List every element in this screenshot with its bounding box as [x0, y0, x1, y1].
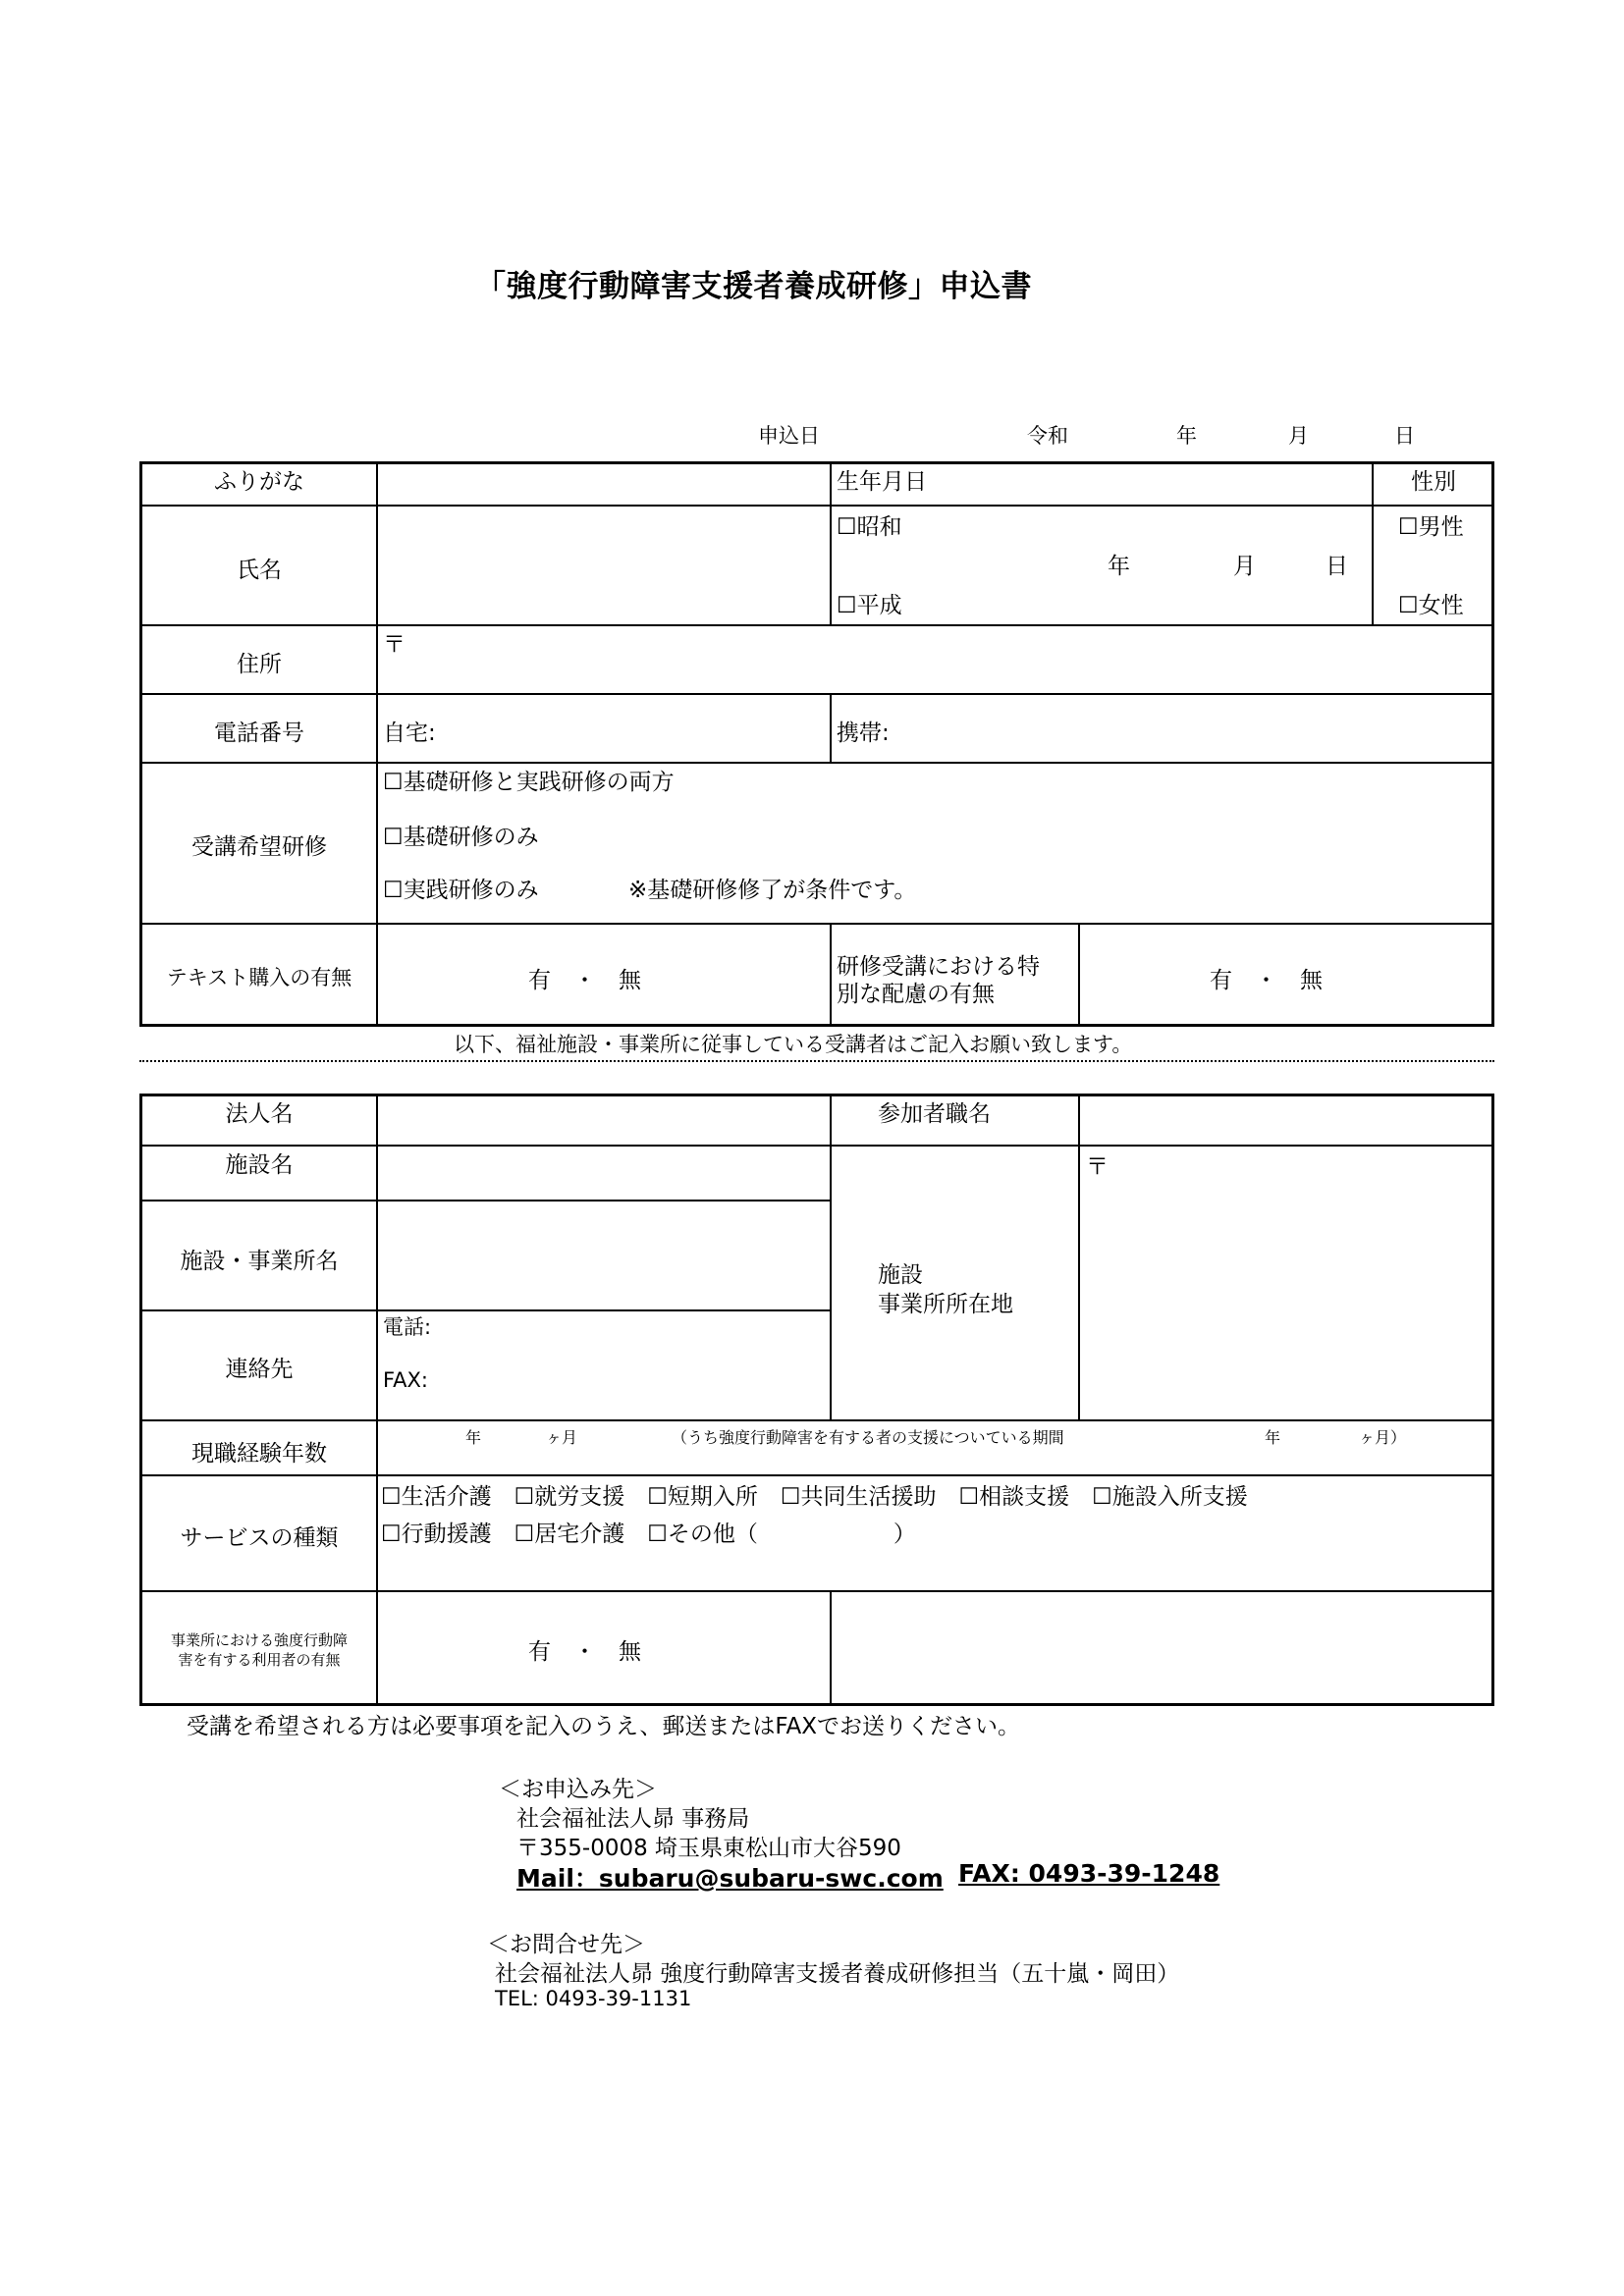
apply-org: 社会福祉法人昴 事務局	[516, 1806, 750, 1832]
course-option-both[interactable]: ☐基礎研修と実践研修の両方	[383, 770, 675, 795]
birth-year-label: 年	[1108, 554, 1130, 579]
address-postal-mark: 〒	[383, 632, 406, 658]
contact-tel-field[interactable]: 電話:	[383, 1315, 432, 1339]
experience-month-label: ヶ月	[546, 1428, 578, 1447]
application-date-label: 申込日	[758, 424, 820, 448]
facility-name-input[interactable]	[378, 1147, 828, 1198]
special-care-label-line1: 研修受講における特	[837, 954, 1040, 980]
address-input[interactable]	[412, 628, 1488, 691]
era-heisei-checkbox[interactable]: ☐平成	[837, 593, 902, 618]
furigana-label: ふりがな	[214, 469, 304, 495]
mobile-phone-field[interactable]: 携帯:	[837, 721, 890, 746]
application-date-year: 年	[1176, 424, 1197, 448]
location-postal-mark: 〒	[1086, 1154, 1109, 1180]
name-input[interactable]	[378, 507, 828, 622]
application-date-month: 月	[1288, 424, 1309, 448]
users-label-line1: 事業所における強度行動障	[170, 1631, 348, 1649]
contact-fax-field[interactable]: FAX:	[383, 1368, 428, 1392]
textbook-choice[interactable]: 有 ・ 無	[528, 968, 641, 993]
office-name-input[interactable]	[378, 1201, 828, 1308]
location-label-line2: 事業所所在地	[878, 1292, 1013, 1317]
office-name-label: 施設・事業所名	[180, 1249, 339, 1274]
era-showa-checkbox[interactable]: ☐昭和	[837, 514, 902, 540]
birthdate-label: 生年月日	[837, 469, 927, 495]
application-date-era: 令和	[1027, 424, 1068, 448]
male-checkbox[interactable]: ☐男性	[1398, 514, 1464, 540]
apply-fax: FAX: 0493-39-1248	[958, 1859, 1220, 1888]
contact-tel: TEL: 0493-39-1131	[495, 1987, 692, 2010]
experience-month2-label: ヶ月）	[1359, 1428, 1407, 1447]
apply-address: 〒355-0008 埼玉県東松山市大谷590	[516, 1836, 901, 1861]
contact-label: 連絡先	[225, 1357, 294, 1382]
home-phone-field[interactable]: 自宅:	[383, 721, 436, 746]
course-option-basic[interactable]: ☐基礎研修のみ	[383, 825, 539, 850]
furigana-input[interactable]	[378, 463, 828, 503]
apply-mail-link[interactable]: Mail：subaru@subaru-swc.com	[516, 1864, 944, 1893]
experience-year-label: 年	[465, 1428, 482, 1447]
apply-heading: ＜お申込み先＞	[499, 1777, 657, 1802]
divider-note: 以下、福祉施設・事業所に従事している受講者はご記入お願い致します。	[454, 1033, 1133, 1056]
course-label: 受講希望研修	[191, 834, 327, 860]
phone-label: 電話番号	[214, 721, 304, 746]
location-input[interactable]	[1110, 1150, 1490, 1417]
address-label: 住所	[237, 652, 282, 677]
corp-name-label: 法人名	[225, 1101, 294, 1127]
contact-heading: ＜お問合せ先＞	[487, 1932, 645, 1957]
name-label: 氏名	[237, 558, 282, 583]
corp-name-input[interactable]	[378, 1097, 828, 1143]
application-date-day: 日	[1394, 424, 1415, 448]
service-type-label: サービスの種類	[180, 1525, 339, 1551]
special-care-label-line2: 別な配慮の有無	[837, 982, 995, 1007]
birth-month-label: 月	[1233, 554, 1256, 579]
female-checkbox[interactable]: ☐女性	[1398, 593, 1464, 618]
birth-day-label: 日	[1326, 554, 1348, 579]
page-title: 「強度行動障害支援者養成研修」申込書	[475, 269, 1032, 304]
experience-label: 現職経験年数	[191, 1441, 327, 1467]
users-choice[interactable]: 有 ・ 無	[528, 1639, 641, 1665]
textbook-label: テキスト購入の有無	[166, 966, 352, 989]
experience-note: （うち強度行動障害を有する者の支援についている期間	[672, 1428, 1064, 1447]
position-input[interactable]	[1080, 1097, 1490, 1143]
facility-name-label: 施設名	[225, 1152, 294, 1178]
gender-label: 性別	[1411, 469, 1456, 495]
service-options-row1[interactable]: ☐生活介護 ☐就労支援 ☐短期入所 ☐共同生活援助 ☐相談支援 ☐施設入所支援	[381, 1484, 1248, 1510]
course-note: ※基礎研修修了が条件です。	[628, 878, 917, 903]
course-option-practical[interactable]: ☐実践研修のみ	[383, 878, 539, 903]
service-options-row2[interactable]: ☐行動援護 ☐居宅介護 ☐その他（ ）	[381, 1522, 916, 1547]
dotted-divider	[139, 1060, 1494, 1062]
experience-year2-label: 年	[1265, 1428, 1281, 1447]
special-care-choice[interactable]: 有 ・ 無	[1210, 968, 1323, 993]
submission-instruction: 受講を希望される方は必要事項を記入のうえ、郵送またはFAXでお送りください。	[187, 1714, 1020, 1739]
position-label: 参加者職名	[878, 1101, 991, 1127]
users-label-line2: 害を有する利用者の有無	[178, 1651, 341, 1669]
location-label-line1: 施設	[878, 1262, 923, 1288]
contact-org: 社会福祉法人昴 強度行動障害支援者養成研修担当（五十嵐・岡田）	[495, 1961, 1180, 1987]
